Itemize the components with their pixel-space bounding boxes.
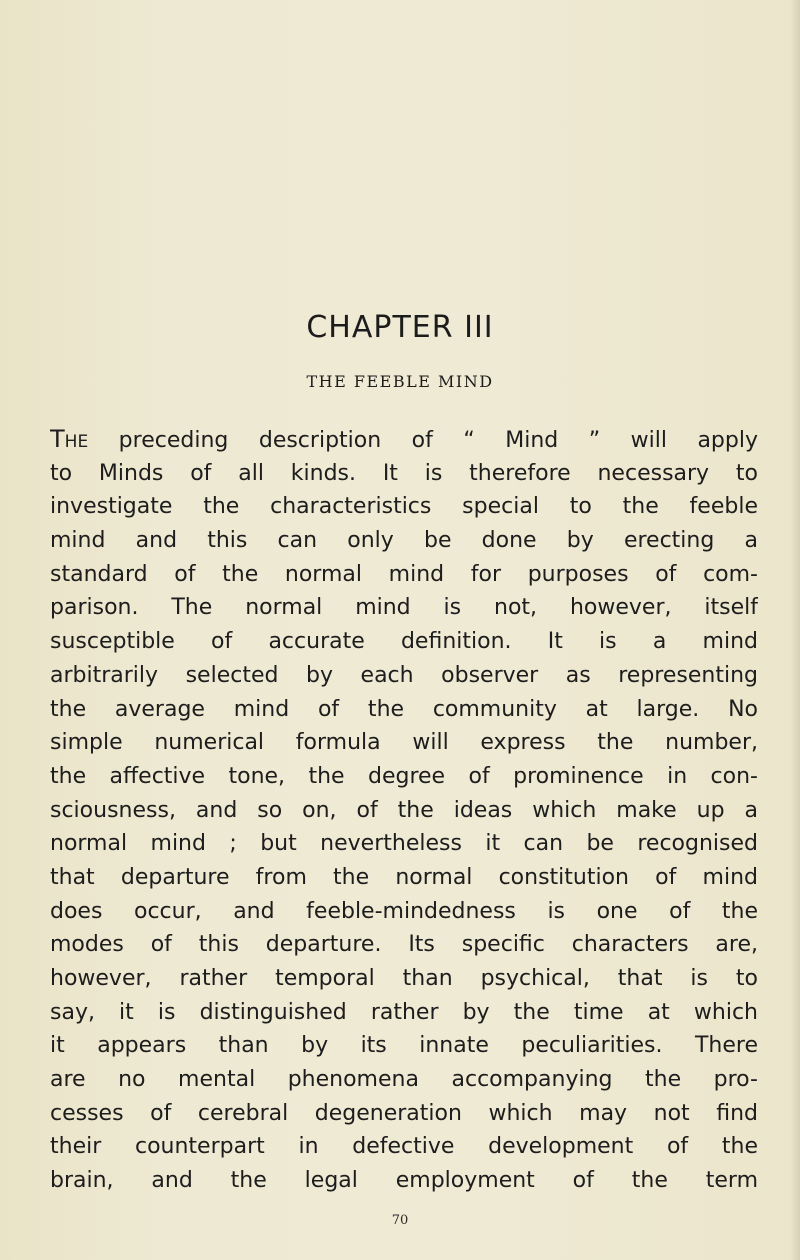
text-line: standard of the normal mind for purposes of com- <box>50 561 758 587</box>
text-line: are no mental phenomena accompanying the pro- <box>50 1067 758 1093</box>
text-line: the affective tone, the degree of prominence in con- <box>50 763 758 789</box>
lead-word: The <box>50 425 89 453</box>
text-line: however, rather temporal than psychical, that is to <box>50 966 758 991</box>
text-line: say, it is distinguished rather by the time at which <box>50 999 758 1025</box>
text-line: brain, and the legal employment of the term <box>50 1168 758 1194</box>
text-line-1 <box>50 423 758 457</box>
page-number: 70 <box>391 1213 409 1228</box>
text-line: simple numerical formula will express the number, <box>50 730 758 756</box>
text-line: cesses of cerebral degeneration which may not find <box>50 1100 758 1126</box>
text-line: modes of this departure. Its specific characters are, <box>50 932 758 958</box>
text-line: to Minds of all kinds. It is therefore necessary to <box>50 460 758 486</box>
text-line: arbitrarily selected by each observer as representing <box>50 662 758 688</box>
first-line-text: preceding description of “ Mind ” will apply <box>88 428 758 453</box>
chapter-subtitle: THE FEEBLE MIND <box>306 372 494 391</box>
text-line: mind and this can only be done by erecting a <box>50 528 758 554</box>
text-line: normal mind ; but nevertheless it can be recognised <box>50 831 758 857</box>
body-paragraph <box>50 423 758 1198</box>
text-line: parison. The normal mind is not, however, itself <box>50 595 758 621</box>
text-line: their counterpart in defective development of the <box>50 1134 758 1160</box>
text-line: susceptible of accurate definition. It is a mind <box>50 629 758 655</box>
text-line: that departure from the normal constitution of mind <box>50 864 758 890</box>
text-line: does occur, and feeble-mindedness is one of the <box>50 898 758 924</box>
text-line: investigate the characteristics special to the feeble <box>50 494 758 520</box>
chapter-heading: CHAPTER III <box>306 310 494 345</box>
text-line: the average mind of the community at large. No <box>50 696 758 722</box>
text-line: sciousness, and so on, of the ideas which make up a <box>50 797 758 823</box>
text-line: it appears than by its innate peculiarities. There <box>50 1033 758 1059</box>
